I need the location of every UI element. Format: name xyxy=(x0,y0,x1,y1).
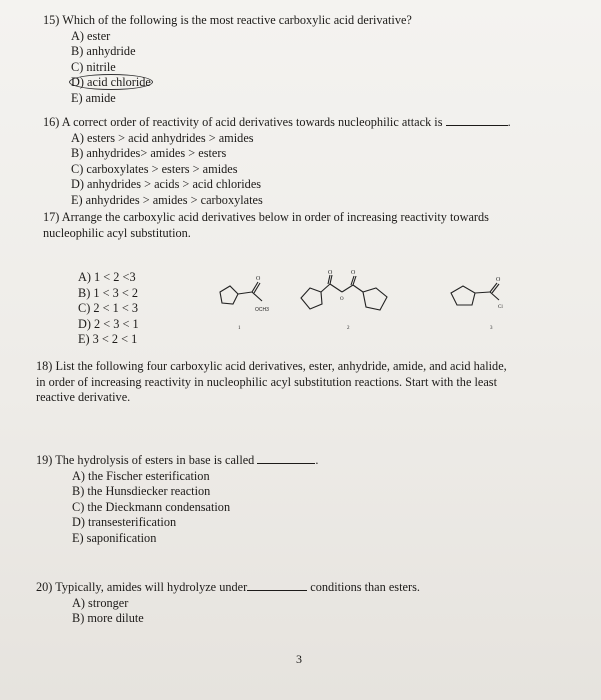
bond xyxy=(238,292,252,294)
option-a: A) ester xyxy=(71,28,111,43)
option-a: A) esters > acid anhydrides > amides xyxy=(71,130,254,145)
question-20-text-end: conditions than esters. xyxy=(310,580,420,594)
question-18 xyxy=(36,359,507,406)
question-19-text: 19) The hydrolysis of esters in base is called xyxy=(36,453,255,467)
option-a: A) 1 < 2 <3 xyxy=(78,270,136,284)
option-b: B) the Hunsdiecker reaction xyxy=(72,484,211,499)
option-c: C) nitrile xyxy=(71,59,116,74)
compound-3-label: 3 xyxy=(490,326,493,331)
chlorine-label: Cl xyxy=(498,305,503,310)
structure-3-acid-chloride xyxy=(451,283,499,305)
option-e: E) anhydrides > amides > carboxylates xyxy=(71,192,263,207)
option-d: D) anhydrides > acids > acid chlorides xyxy=(71,177,262,192)
methoxy-label: OCH3 xyxy=(255,307,269,313)
cyclopentane-ring xyxy=(301,288,322,309)
oxygen-label: O xyxy=(496,277,501,283)
chemical-structures xyxy=(200,270,530,340)
carbonyl-bond xyxy=(330,275,332,284)
question-20-options xyxy=(72,596,420,627)
option-b: B) 1 < 3 < 2 xyxy=(78,285,138,300)
question-16-stem xyxy=(43,114,511,131)
question-16-text: 16) A correct order of reactivity of acid derivatives towards nucleophilic attack is xyxy=(43,115,443,129)
option-a: A) the Fischer esterification xyxy=(72,468,210,483)
bond xyxy=(321,284,330,292)
question-18-line3: reactive derivative. xyxy=(36,390,131,405)
question-20 xyxy=(36,579,420,627)
question-16 xyxy=(43,114,511,209)
bond xyxy=(475,292,490,293)
option-b: B) more dilute xyxy=(72,611,144,626)
cyclopentane-ring xyxy=(363,288,387,310)
option-d-circled xyxy=(71,75,412,91)
page-number: 3 xyxy=(296,652,302,666)
question-17 xyxy=(43,210,489,241)
question-19-stem xyxy=(36,452,319,469)
question-15 xyxy=(43,13,412,107)
oxygen-label: O xyxy=(256,276,261,282)
question-18-line2: in order of increasing reactivity in nucleophilic acyl substitution reactions. Start with the least xyxy=(36,374,498,389)
question-15-stem: 15) Which of the following is the most reactive carboxylic acid derivative? xyxy=(43,13,412,27)
answer-blank xyxy=(257,452,315,464)
bond xyxy=(252,292,262,301)
structure-2-anhydride xyxy=(301,275,387,310)
question-18-line1: 18) List the following four carboxylic acid derivatives, ester, anhydride, amide, and acid halide, xyxy=(36,359,507,373)
structure-1-methyl-ester xyxy=(220,282,262,304)
option-c: C) carboxylates > esters > amides xyxy=(71,161,238,176)
question-16-period: . xyxy=(507,115,511,129)
option-e: E) amide xyxy=(71,90,116,105)
question-15-options xyxy=(71,29,412,107)
option-c: C) 2 < 1 < 3 xyxy=(78,301,138,316)
oxygen-label: O xyxy=(351,270,356,276)
option-b: B) anhydride xyxy=(71,44,136,59)
option-d: D) transesterification xyxy=(72,515,177,530)
bond xyxy=(490,292,499,300)
option-e: E) saponification xyxy=(72,530,157,545)
bridge-oxygen-label: O xyxy=(340,297,344,302)
question-17-options xyxy=(78,270,139,348)
question-17-stem-line2: nucleophilic acyl substitution. xyxy=(43,225,191,240)
carbonyl-bond xyxy=(328,275,330,284)
option-a: A) stronger xyxy=(72,595,129,610)
question-19 xyxy=(36,452,319,547)
bond xyxy=(353,285,363,292)
bond xyxy=(342,285,353,292)
oxygen-label: O xyxy=(328,270,333,276)
question-16-options xyxy=(71,131,511,209)
selected-answer-mark: D) acid chloride xyxy=(71,75,151,90)
cyclopentane-ring xyxy=(451,286,475,305)
answer-blank xyxy=(247,579,307,591)
option-e: E) 3 < 2 < 1 xyxy=(78,332,138,347)
answer-blank xyxy=(446,114,508,126)
question-19-period: . xyxy=(315,453,319,467)
option-c: C) the Dieckmann condensation xyxy=(72,499,231,514)
question-17-stem-line1: 17) Arrange the carboxylic acid derivatives below in order of increasing reactivity towards xyxy=(43,210,489,224)
compound-1-label: 1 xyxy=(238,326,241,331)
compound-2-label: 2 xyxy=(347,326,350,331)
question-20-text: 20) Typically, amides will hydrolyze under xyxy=(36,580,248,594)
bond xyxy=(330,284,342,292)
question-20-stem xyxy=(36,579,420,596)
option-d: D) 2 < 3 < 1 xyxy=(78,316,139,331)
question-19-options xyxy=(72,469,319,547)
cyclopentane-ring xyxy=(220,286,238,304)
option-b: B) anhydrides> amides > esters xyxy=(71,146,227,161)
